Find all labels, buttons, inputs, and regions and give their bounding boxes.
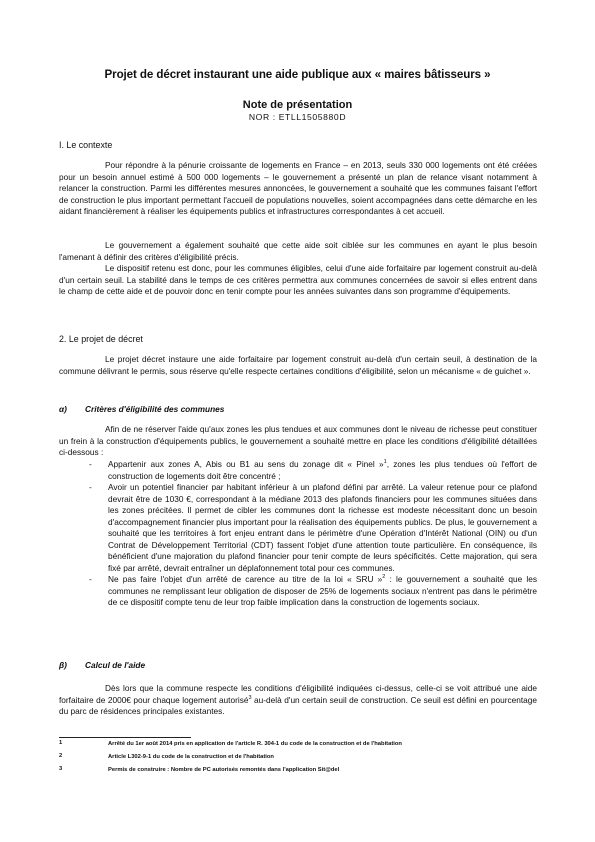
subsection-b-heading — [59, 660, 145, 670]
subsection-b-letter: β) — [59, 660, 67, 670]
footnotes — [59, 740, 537, 779]
footnote — [59, 753, 537, 766]
dash-bullet: - — [89, 482, 92, 492]
list-item: - Avoir un potentiel financier par habitant inférieur à un plafond défini par arrêté. La valeur retenue pour ce plafond devrait être de 1030 €, correspondant à la médiane 2013 des plafonds financiers pour les communes situées dans les zones précitées. Il permet de cibler les communes dont la richesse est modeste nécessitant donc un besoin d'accompagnement financier plus important pour la réalisation des équipements publics. De plus, le gouvernement a souhaité que les territoires à fort enjeu entrant dans le périmètre d'une Opération d'Intérêt National (OIN) ou d'un Contrat de Développement Territorial (CDT) fassent l'objet d'une attention toute particulière. En conséquence, ils bénéficient d'une majoration du plafond financier pour tenir compte de leurs spécificités. Cette majoration, qui sera fixé par arrêté, devrait entraîner un déplafonnement total pour ces communes. — [89, 482, 537, 573]
dash-bullet: - — [89, 574, 92, 584]
list-item: - Ne pas faire l'objet d'un arrêté de carence au titre de la loi « SRU »$^2$ : le gouvernement a souhaité que les communes ne remplissant leur obligation de disposer de 25% de logements sociaux n'entrent pas dans le périmètre de ce dispositif compte tenu de leur trop faible implication dans la construction de logements sociaux. — [89, 574, 538, 607]
section-1-heading: I. Le contexte — [59, 140, 113, 150]
document-title: Projet de décret instaurant une aide publique aux « maires bâtisseurs » — [104, 68, 491, 81]
footnote-ref: 2 — [382, 574, 386, 581]
footnote-ref: 3 — [248, 694, 252, 701]
document-subtitle: Note de présentation — [242, 99, 353, 111]
footnote-ref: 1 — [383, 459, 387, 466]
nor-reference: NOR : ETLL1505880D — [248, 112, 347, 122]
footnote-number: 3 — [59, 766, 63, 772]
footnote-number: 2 — [59, 753, 63, 759]
footnote-text: Arrêté du 1er août 2014 pris en application de l'article R. 304-1 du code de la construction et de l'habitation — [108, 741, 402, 747]
subsection-a-heading — [59, 404, 224, 414]
subsection-a-intro: Afin de ne réserver l'aide qu'aux zones les plus tendues et aux communes dont le niveau de richesse peut constituer un frein à la construction d'équipements publics, le gouvernement a souhaité mettre en place les conditions d'éligibilité détaillées ci-dessous : — [59, 424, 537, 457]
subsection-b-title: Calcul de l'aide — [85, 660, 146, 670]
section-2-intro: Le projet décret instaure une aide forfaitaire par logement construit au-delà d'un certain seuil, à destination de la commune délivrant le permis, sous réserve qu'elle respecte certaines conditions d'éligibilité, selon un mécanisme « de guichet ». — [59, 354, 537, 376]
section-1-paragraph: Pour répondre à la pénurie croissante de logements en France – en 2013, seuls 330 000 logements ont été créées pour un besoin annuel estimé à 500 000 logements – le gouvernement a présenté un plan de relance visant notamment à relancer la construction. Parmi les différentes mesures annoncées, le gouvernement a souhaité que les communes faisant l'effort de construction le plus important permettant l'accueil de populations nouvelles, soient accompagnées dans cette démarche en les aidant financièrement à réaliser les équipements publics et infrastructures correspondantes à cet accueil. — [59, 160, 537, 216]
list-item: - Appartenir aux zones A, Abis ou B1 au sens du zonage dit « Pinel »$^1$, zones les plus tendues où l'effort de construction de logements doit être concentré ; — [89, 459, 537, 481]
footnote-text: Permis de construire : Nombre de PC autorisés remontés dans l'application Sit@del — [108, 767, 340, 773]
footnote — [59, 766, 537, 779]
section-1-paragraph: Le dispositif retenu est donc, pour les communes éligibles, celui d'une aide forfaitaire par logement construit au-delà d'un certain seuil. La stabilité dans le temps de ces critères permettra aux communes concernées de savoir si elles entrent dans le champ de cette aide et de pouvoir donc en tenir compte pour les années suivantes dans son programme d'équipements. — [59, 263, 537, 296]
footnote-separator — [59, 737, 191, 738]
footnote-text: Article L302-9-1 du code de la construction et de l'habitation — [108, 754, 274, 760]
section-1-paragraph: Le gouvernement a également souhaité que cette aide soit ciblée sur les communes en ayant le plus besoin l'amenant à définir des critères d'éligibilité précis. — [59, 240, 537, 262]
footnote — [59, 740, 537, 753]
section-2-heading: 2. Le projet de décret — [59, 334, 143, 344]
footnote-number: 1 — [59, 740, 63, 746]
subsection-a-title: Critères d'éligibilité des communes — [85, 404, 225, 414]
dash-bullet: - — [89, 459, 92, 469]
subsection-b-paragraph: Dès lors que la commune respecte les conditions d'éligibilité indiquées ci-dessus, celle-ci se voit attribué une aide forfaitaire de 2000€ pour chaque logement autorisé$^3$ au-delà d'un certain seuil de construction. Ce seuil est défini en pourcentage du parc de résidences principales existantes. — [59, 683, 537, 716]
subsection-a-letter: α) — [59, 404, 67, 414]
eligibility-criteria-list — [59, 459, 537, 609]
